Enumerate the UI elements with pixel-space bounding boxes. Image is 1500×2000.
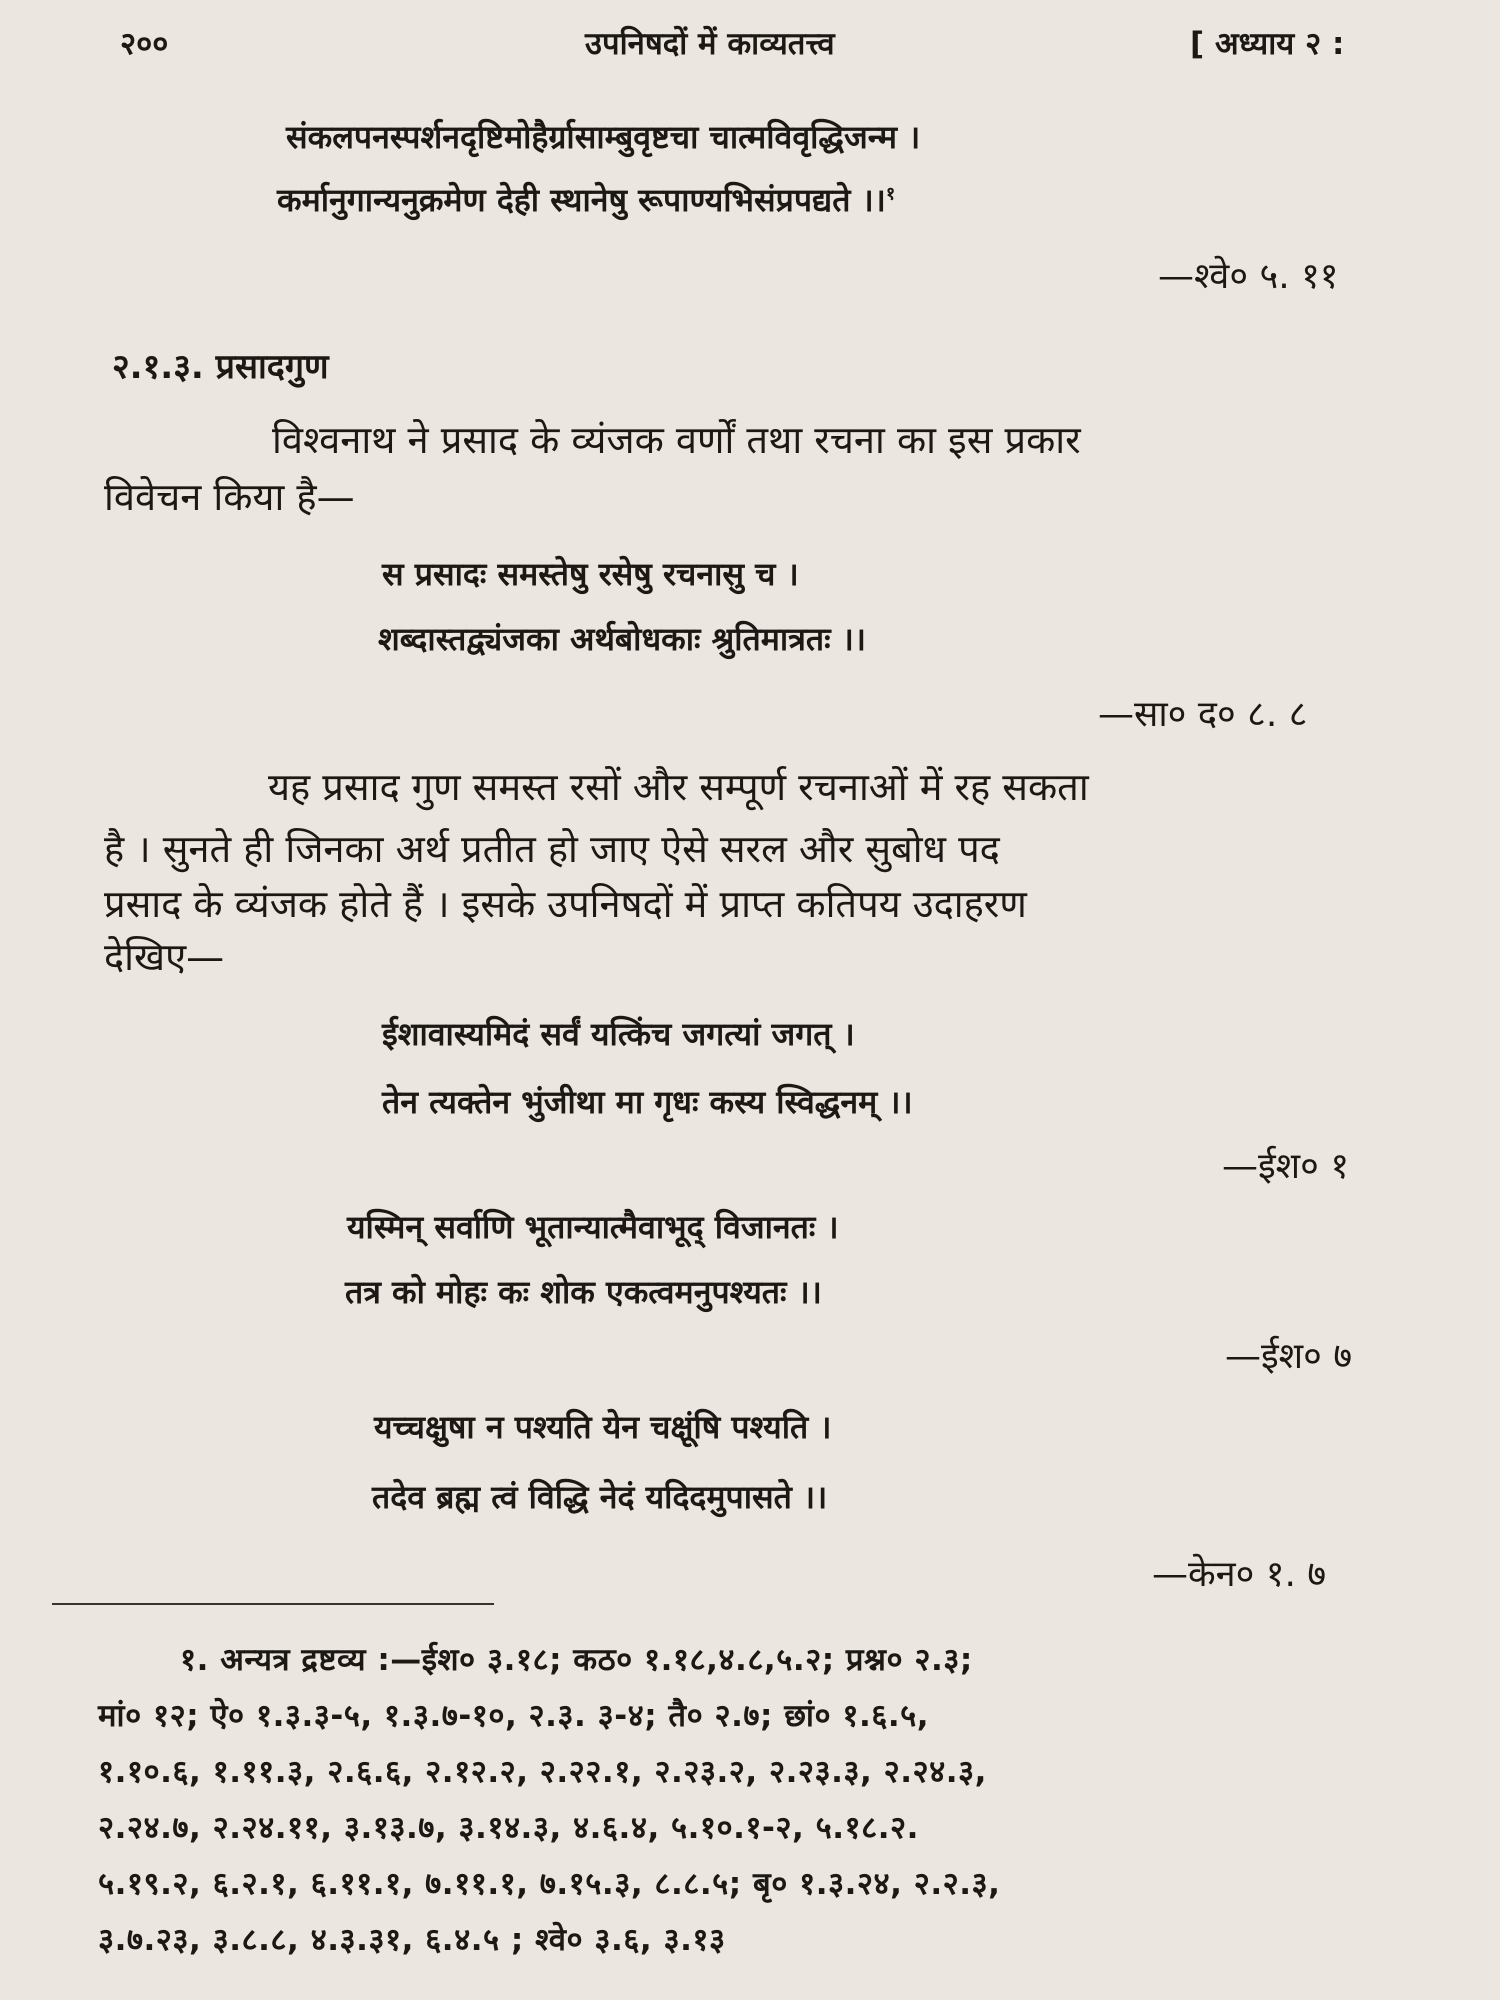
footnote-marker: १ bbox=[885, 183, 896, 205]
chapter-label: [ अध्याय २ : bbox=[1190, 26, 1345, 62]
verse-2-line-2: शब्दास्तद्व्यंजका अर्थबोधकाः श्रुतिमात्रतः ।। bbox=[378, 620, 866, 658]
verse-5-line-1: यच्चक्षुषा न पश्यति येन चक्षूंषि पश्यति । bbox=[374, 1408, 832, 1446]
verse-3-line-1: ईशावास्यमिदं सर्वं यत्किंच जगत्यां जगत् । bbox=[382, 1015, 855, 1053]
footnote-line-3: १.१०.६, १.११.३, २.६.६, २.१२.२, २.२२.१, २.२३.२, २.२३.३, २.२४.३, bbox=[98, 1754, 987, 1790]
paragraph-line-3: प्रसाद के व्यंजक होते हैं । इसके उपनिषदों में प्राप्त कतिपय उदाहरण bbox=[104, 882, 1027, 926]
paragraph-line-1: यह प्रसाद गुण समस्त रसों और सम्पूर्ण रचनाओं में रह सकता bbox=[268, 765, 1089, 809]
page-number: २०० bbox=[120, 26, 169, 62]
footnote-line-5: ५.१९.२, ६.२.१, ६.११.१, ७.११.१, ७.१५.३, ८.८.५; बृ० १.३.२४, २.२.३, bbox=[98, 1866, 1001, 1902]
verse-3-line-2: तेन त्यक्तेन भुंजीथा मा गृधः कस्य स्विद्धनम् ।। bbox=[382, 1083, 913, 1121]
verse-2-reference: —सा० द० ८. ८ bbox=[1098, 694, 1308, 735]
verse-5-line-2: तदेव ब्रह्म त्वं विद्धि नेदं यदिदमुपासते ।। bbox=[372, 1478, 828, 1516]
verse-5-reference: —केन० १. ७ bbox=[1152, 1554, 1327, 1595]
section-heading: २.१.३. प्रसादगुण bbox=[112, 347, 329, 387]
footnote-line-4: २.२४.७, २.२४.११, ३.१३.७, ३.१४.३, ४.६.४, ५.१०.१-२, ५.१८.२. bbox=[98, 1810, 919, 1846]
paragraph-line-4: देखिए— bbox=[104, 935, 225, 979]
footnote-divider bbox=[52, 1603, 494, 1605]
running-title: उपनिषदों में काव्यतत्त्व bbox=[585, 26, 835, 62]
footnote-line-6: ३.७.२३, ३.८.८, ४.३.३१, ६.४.५ ; श्वे० ३.६, ३.१३ bbox=[98, 1922, 726, 1958]
verse-4-reference: —ईश० ७ bbox=[1225, 1336, 1353, 1377]
verse-3-reference: —ईश० १ bbox=[1222, 1146, 1350, 1187]
verse-2-line-1: स प्रसादः समस्तेषु रसेषु रचनासु च । bbox=[382, 555, 799, 593]
paragraph-line-2: है । सुनते ही जिनका अर्थ प्रतीत हो जाए ऐसे सरल और सुबोध पद bbox=[104, 827, 1000, 871]
verse-4-line-2: तत्र को मोहः कः शोक एकत्वमनुपश्यतः ।। bbox=[345, 1273, 822, 1311]
verse-4-line-1: यस्मिन् सर्वाणि भूतान्यात्मैवाभूद् विजानतः । bbox=[347, 1208, 839, 1246]
intro-line-2: विवेचन किया है— bbox=[104, 475, 355, 519]
verse-1-line-1: संकलपनस्पर्शनदृष्टिमोहैर्ग्रासाम्बुवृष्टचा चात्मविवृद्धिजन्म । bbox=[286, 118, 921, 156]
verse-1-line-2: कर्मानुगान्यनुक्रमेण देही स्थानेषु रूपाण्यभिसंप्रपद्यते ।।$^१$ bbox=[277, 181, 896, 219]
intro-line-1: विश्वनाथ ने प्रसाद के व्यंजक वर्णों तथा रचना का इस प्रकार bbox=[272, 418, 1081, 462]
footnote-line-2: मां० १२; ऐ० १.३.३-५, १.३.७-१०, २.३. ३-४; तै० २.७; छां० १.६.५, bbox=[98, 1698, 930, 1734]
verse-1-reference: —श्वे० ५. ११ bbox=[1158, 256, 1339, 297]
footnote-line-1: १. अन्यत्र द्रष्टव्य :—ईश० ३.१८; कठ० १.१८,४.८,५.२; प्रश्न० २.३; bbox=[180, 1642, 973, 1678]
